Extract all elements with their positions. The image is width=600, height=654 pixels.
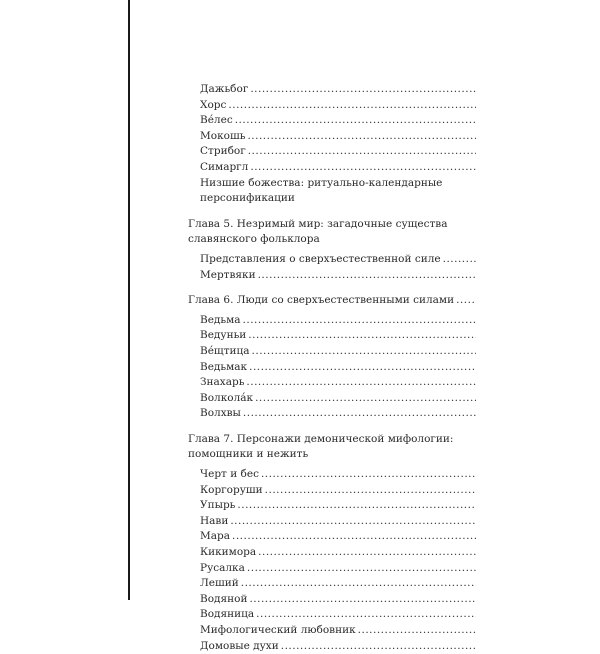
dot-leader (235, 113, 476, 129)
toc-entry[interactable] (188, 82, 476, 98)
chapter-7-title-line2: помощники и нежить (188, 448, 309, 461)
dot-leader (256, 607, 476, 623)
chapter-6-title: Глава 6. Люди со сверхъестественными силами (188, 294, 455, 307)
toc-entry-label: Симаргл (200, 160, 249, 173)
toc-entry[interactable] (188, 514, 476, 530)
toc-entry-label-line2: персонификации (200, 192, 295, 205)
toc-entry-label: Волхвы (200, 407, 241, 420)
toc-entry[interactable] (188, 561, 476, 577)
toc-entry-multiline[interactable] (188, 176, 476, 207)
toc-entry-label: Дажьбог (200, 83, 249, 95)
chapter-7-entries (188, 467, 476, 654)
toc-entry-label: Ве́лес (200, 114, 233, 127)
dot-leader (358, 623, 476, 639)
dot-leader (250, 160, 476, 176)
dot-leader (255, 391, 476, 407)
toc-entry-label: Хорс (200, 98, 227, 111)
dot-leader (249, 360, 476, 376)
dot-leader (232, 529, 476, 545)
dot-leader (241, 576, 476, 592)
chapter-7-title-line1: Глава 7. Персонажи демонической мифологии: (188, 432, 454, 445)
toc-entry[interactable] (188, 160, 476, 176)
toc-entry[interactable] (188, 129, 476, 145)
dot-leader (258, 268, 476, 284)
chapter-5-entries (188, 252, 476, 283)
dot-leader (443, 252, 476, 268)
toc-entry[interactable] (188, 498, 476, 514)
chapter-7-heading[interactable] (188, 432, 476, 463)
toc-entry[interactable] (188, 576, 476, 592)
dot-leader (228, 98, 476, 114)
toc-entry-label: Ведьма (200, 313, 241, 326)
dot-leader (250, 82, 476, 98)
chapter-5-title-line1: Глава 5. Незримый мир: загадочные существа (188, 217, 448, 230)
toc-entry[interactable] (188, 344, 476, 360)
dot-leader (258, 545, 476, 561)
dot-leader (248, 328, 476, 344)
toc-entry[interactable] (188, 328, 476, 344)
chapter-5-heading[interactable] (188, 217, 476, 248)
toc-entry-label: Водяница (200, 608, 255, 621)
toc-entry-label: Стрибог (200, 145, 246, 158)
toc-entry[interactable] (188, 144, 476, 160)
toc-entry[interactable] (188, 313, 476, 329)
toc-entry[interactable] (188, 375, 476, 391)
dot-leader (456, 293, 476, 309)
dot-leader (237, 498, 476, 514)
dot-leader (248, 144, 476, 160)
chapter-6-entry (188, 293, 476, 309)
toc-entry-label: Ве́щтица (200, 344, 250, 357)
table-of-contents (188, 82, 476, 654)
dot-leader (252, 344, 476, 360)
toc-entry-label-line1: Низшие божества: ритуально-календарные (200, 176, 443, 189)
toc-entry-label: Черт и бес (200, 468, 259, 481)
toc-entry-label: Ведуньи (200, 329, 247, 342)
dot-leader (247, 129, 476, 145)
toc-entry-label: Представления о сверхъестественной силе (200, 252, 441, 265)
toc-entry[interactable] (188, 113, 476, 129)
toc-entry[interactable] (188, 391, 476, 407)
toc-entry-label: Нави (200, 514, 229, 527)
toc-entry[interactable] (188, 406, 476, 422)
dot-leader (265, 483, 476, 499)
toc-entry[interactable] (188, 639, 476, 654)
dot-leader (243, 406, 476, 422)
toc-entry-label: Коргоруши (200, 483, 263, 496)
toc-entry[interactable] (188, 98, 476, 114)
chapter-6-heading[interactable] (188, 293, 476, 309)
toc-entry[interactable] (188, 483, 476, 499)
toc-entry-label: Ведьмак (200, 360, 248, 373)
toc-entry[interactable] (188, 360, 476, 376)
dot-leader (281, 639, 476, 654)
toc-entry-label: Кикимора (200, 546, 257, 559)
toc-entry-label: Русалка (200, 561, 245, 574)
toc-entry-label: Знахарь (200, 376, 245, 389)
toc-entry[interactable] (188, 545, 476, 561)
toc-entry-label: Домовые духи (200, 639, 279, 652)
toc-entry-label: Волкола́к (200, 391, 254, 404)
chapter-6-entries (188, 313, 476, 422)
toc-entry-label: Мифологический любовник (200, 624, 356, 636)
toc-entry[interactable] (188, 623, 476, 639)
toc-entry-label: Водяной (200, 592, 248, 605)
toc-entry[interactable] (188, 467, 476, 483)
toc-entry-label: Мертвяки (200, 268, 256, 281)
toc-entry-label: Упырь (200, 499, 236, 512)
dot-leader (261, 467, 476, 483)
dot-leader (246, 375, 476, 391)
group1-entries (188, 82, 476, 207)
dot-leader (247, 561, 476, 577)
dot-leader (230, 514, 476, 530)
dot-leader (243, 313, 476, 329)
toc-entry[interactable] (188, 252, 476, 268)
toc-entry-label: Мокошь (200, 129, 246, 142)
page-spine-line (128, 0, 130, 600)
chapter-5-title-line2: славянского фольклора (188, 233, 320, 246)
toc-entry[interactable] (188, 529, 476, 545)
toc-entry-label: Мара (200, 530, 230, 543)
toc-entry-label: Леший (200, 577, 239, 590)
toc-entry[interactable] (188, 607, 476, 623)
toc-entry[interactable] (188, 268, 476, 284)
